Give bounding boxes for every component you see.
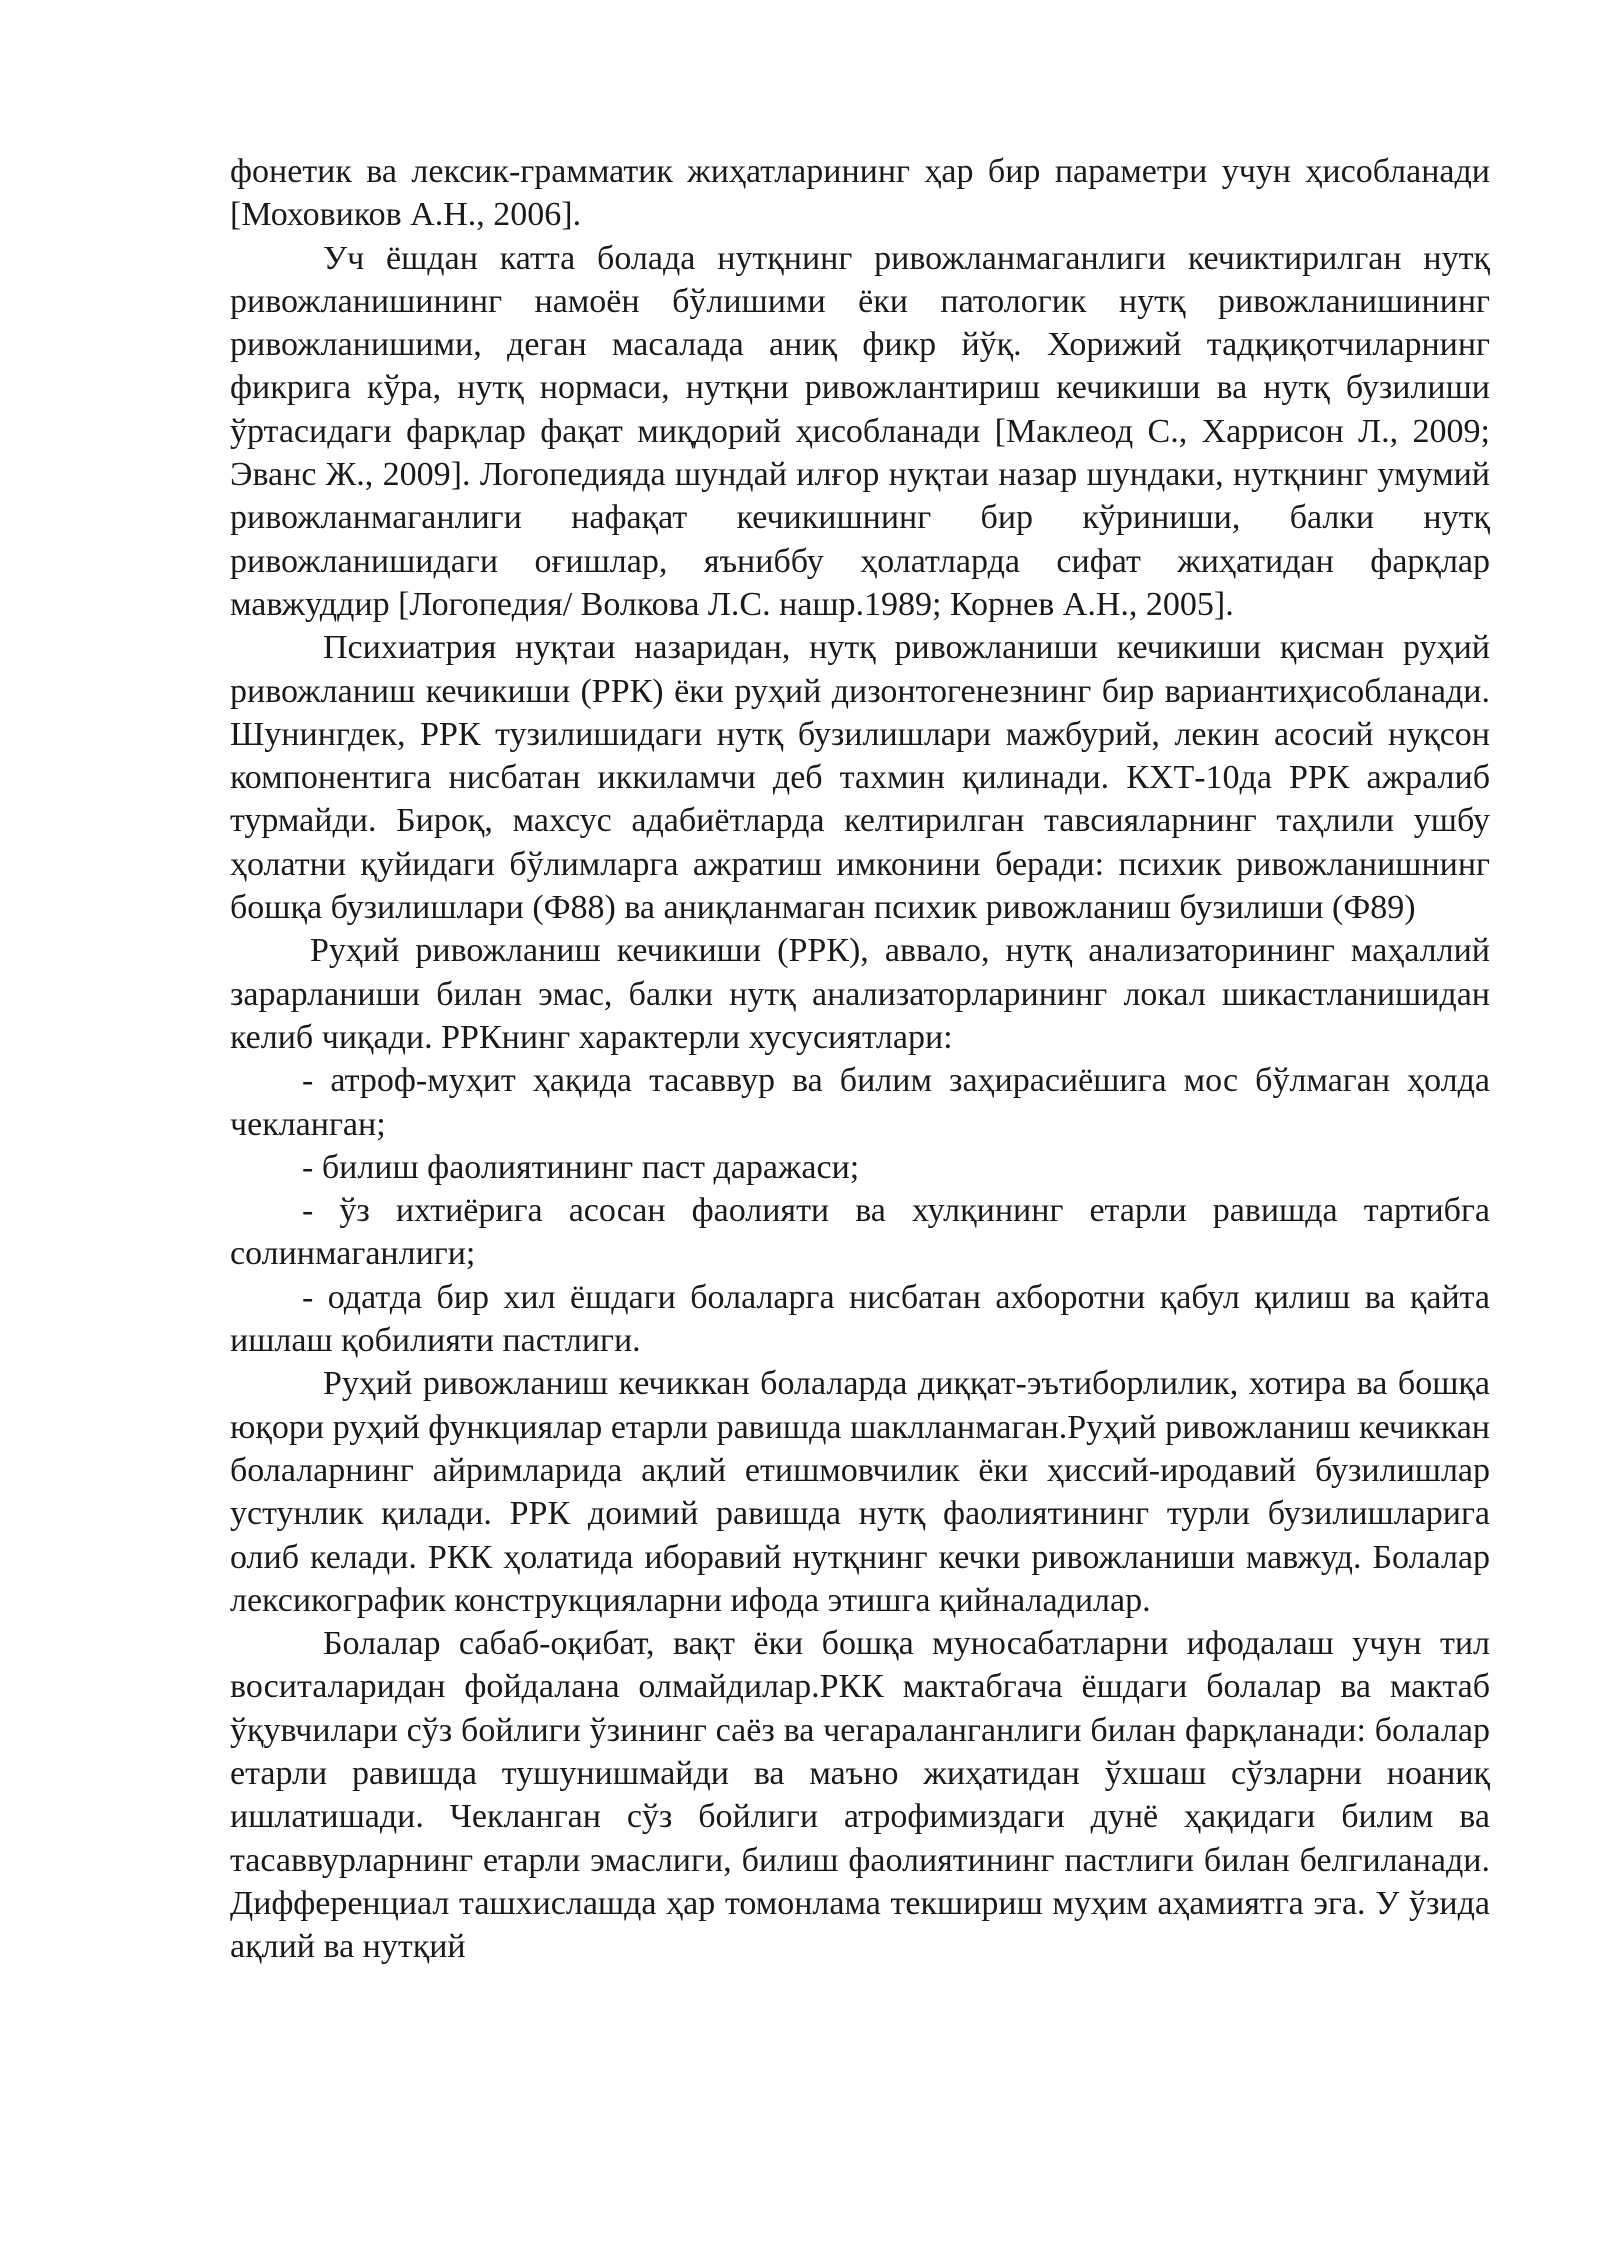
list-item: - билиш фаолиятининг паст даражаси; xyxy=(302,1148,860,1186)
paragraph-attention-memory: Руҳий ривожланиш кечиккан болаларда диққат-эътиборлилик, хотира ва бошқа юқори руҳий функциялар етарли равишда шаклланмаган.Руҳий ривожланиш кечиккан болаларнинг айримларида ақлий етишмовчилик ёки ҳиссий-иродавий бузилишлар устунлик қилади. РРК доимий равишда нутқ фаолиятининг турли бузилишларига олиб келади. РКК ҳолатида иборавий нутқнинг кечки ривожланиши мавжуд. Болалар лексикографик конструкцияларни ифода этишга қийналадилар. xyxy=(230,1365,1490,1619)
paragraph-continuation: фонетик ва лексик-грамматик жиҳатларининг ҳар бир параметри учун ҳисобланади [Моховиков А.Н., 2006]. xyxy=(230,153,1490,234)
paragraph-speech-delay: Уч ёшдан катта болада нутқнинг ривожланмаганлиги кечиктирилган нутқ ривожланишининг намоён бўлишими ёки патологик нутқ ривожланишининг ривожланишими, деган масалада аниқ фикр йўқ. Хорижий тадқиқотчиларнинг фикрига кўра, нутқ нормаси, нутқни ривожлантириш кечикиши ва нутқ бузилиши ўртасидаги фарқлар фақат миқдорий ҳисобланади [Маклеод С., Харрисон Л., 2009; Эванс Ж., 2009]. Логопедияда шундай илғор нуқтаи назар шундаки, нутқнинг умумий ривожланмаганлиги нафақат кечикишнинг бир кўриниши, балки нутқ ривожланишидаги оғишлар, яъниббу ҳолатларда сифат жиҳатидан фарқлар мавжуддир [Логопедия/ Волкова Л.С. нашр.1989; Корнев А.Н., 2005]. xyxy=(230,239,1490,623)
paragraph-rrk-definition: Руҳий ривожланиш кечикиши (РРК), аввало, нутқ анализаторининг маҳаллий зарарланиши билан эмас, балки нутқ анализаторларининг локал шикастланишидан келиб чиқади. РРКнинг характерли хусусиятлари: xyxy=(230,932,1490,1056)
list-item: - ўз ихтиёрига асосан фаолияти ва хулқининг етарли равишда тартибга солинмаганлиги; xyxy=(230,1192,1490,1273)
paragraph-psychiatry: Психиатрия нуқтаи назаридан, нутқ ривожланиши кечикиши қисман руҳий ривожланиш кечикиши (РРК) ёки руҳий дизонтогенезнинг бир вариантиҳисобланади. Шунингдек, РРК тузилишидаги нутқ бузилишлари мажбурий, лекин асосий нуқсон компонентига нисбатан иккиламчи деб тахмин қилинади. КХТ-10да РРК ажралиб турмайди. Бироқ, махсус адабиётларда келтирилган тавсияларнинг таҳлили ушбу ҳолатни қуйидаги бўлимларга ажратиш имконини беради: психик ривожланишнинг бошқа бузилишлари (Ф88) ва аниқланмаган психик ривожланиш бузилиши (Ф89) xyxy=(230,629,1490,927)
list-item: - атроф-муҳит ҳақида тасаввур ва билим заҳирасиёшига мос бўлмаган ҳолда чекланган; xyxy=(230,1062,1490,1143)
list-item: - одатда бир хил ёшдаги болаларга нисбатан ахборотни қабул қилиш ва қайта ишлаш қобилияти пастлиги. xyxy=(230,1278,1490,1360)
paragraph-vocabulary: Болалар сабаб-оқибат, вақт ёки бошқа муносабатларни ифодалаш учун тил воситаларидан фойдалана олмайдилар.РКК мактабгача ёшдаги болалар ва мактаб ўқувчилари сўз бойлиги ўзининг саёз ва чегараланганлиги билан фарқланади: болалар етарли равишда тушунишмайди ва маъно жиҳатидан ўхшаш сўзларни ноаниқ ишлатишади. Чекланган сўз бойлиги атрофимиздаги дунё ҳақидаги билим ва тасаввурларнинг етарли эмаслиги, билиш фаолиятининг пастлиги билан белгиланади. Дифференциал ташхислашда ҳар томонлама текшириш муҳим аҳамиятга эга. У ўзида ақлий ва нутқий xyxy=(230,1625,1490,1966)
document-page xyxy=(230,150,1490,1968)
